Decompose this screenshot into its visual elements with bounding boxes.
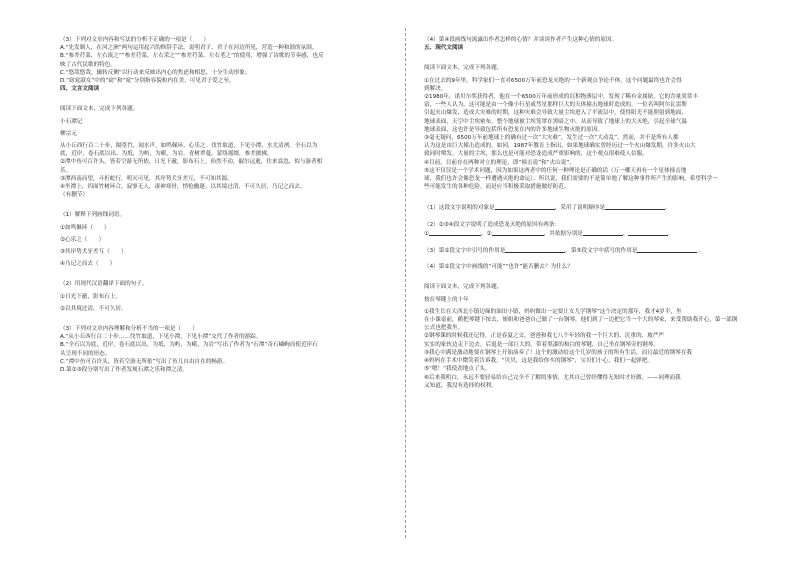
answer-item: ①如鸣佩环（ ） — [60, 224, 110, 231]
fill-question: ① ，② ，其依据分别是 、 。 — [424, 230, 675, 237]
passage-line: 地球表面，这也许是导致包括所有恐龙在内的许多地球生物灭绝的原因。 — [424, 126, 604, 133]
option-a: A.“从小丘西行百二十步……伐竹取道，下见小潭，下见小潭”交代了作者的游踪。 — [60, 334, 262, 341]
passage-line: ①我生长在大西北小镇边缘的油田小镇，妈妈做出一定要让女儿学钢琴”这个决定的那年，我才4岁半，坐 — [424, 308, 682, 315]
reading-prompt: 阅读下面文本，完成下列各题。 — [424, 284, 503, 291]
essay-title: 小石潭记 — [60, 118, 83, 125]
question-stem: （3）下列对文章内容和写法的分析不正确的一项是（ ） — [60, 37, 209, 43]
passage-line: 球，我们也许会像恐龙一样遭遇灭绝的命运），所以说，我们需要的不是简单地了解这种事件所产生的影响，希望科学一 — [424, 176, 718, 183]
answer-blank[interactable] — [429, 229, 481, 236]
passage-line: ④妈妈在手术中微笑着告诉我，“贝贝，这是我给你买的钢琴”，宝贝们小心，我们一起弹吧。 — [424, 358, 653, 365]
answer-item: ④乃记之而去（ ） — [60, 261, 116, 268]
option-c: C.“悠哉悠哉，辗转反侧”以行动来反映出内心的焦虑和相思，十分生动形象。 — [60, 69, 251, 76]
passage-line: 又知道，我没有选择的权利。 — [424, 382, 497, 389]
passage-line: 富，一些人认为，这可能是由一个像小行星或彗星那样巨大的天体撞击地球时造成的。一位名叫阿尔瓦雷斯 — [424, 102, 687, 109]
section-heading: 四、文言文阅读 — [60, 86, 100, 93]
reading-prompt: 阅读下面文本，完成下列各题。 — [60, 106, 139, 113]
answer-blank[interactable] — [605, 203, 665, 210]
answer-item: ③其岸势犬牙差互（ ） — [60, 249, 127, 256]
passage-line: ①在过去的9年里，科学家们一直对6500万年前恐龙灭绝的一个新观点争论不休，这个问题最终也许会得 — [424, 77, 682, 84]
essay-line: 从小丘西行百二十步，隔篁竹，闻水声，如鸣佩环，心乐之。伐竹取道，下见小潭，水尤清冽。全石以为 — [60, 143, 318, 150]
option-b-cont: 头呈现不同的形态。 — [60, 350, 111, 357]
essay-author: 柳宗元 — [60, 130, 77, 137]
essay-line: ④坐潭上，四面竹树环合，寂寥无人，凄神寒骨，悄怆幽邃。以其境过清，不可久居，乃记之而去。 — [60, 184, 306, 191]
passage-line: 认为这是由巨大撞击造成的。如同，1987年教育上指出，如果地球确实曾经历过一个火山爆发期，许多火山大 — [424, 143, 696, 150]
option-b: B.“全石以为底，近岸，卷石底以出，为坻，为屿，为嵁，为岩”写出了作者为“石潭”奇石嶙峋而使近岸石 — [60, 342, 318, 349]
passage-line: ④目前，目前存在两种对立的理论，即“撞击说”和“火山说”。 — [424, 159, 575, 166]
answer-blank[interactable] — [492, 229, 544, 236]
passage-line: 引起火山爆发，造成大灾难的时期，这种灾难会导致大量尘埃进入了平流层中，使得阳光不能照射到地面， — [424, 110, 687, 117]
passage-line: 在小课桌前，鹅把琴键下按去，姐姐和爸爸自己做了一台钢琴，他们到了一边把它当一个大的琴家，来受帮助我开心，第一部钢 — [424, 317, 738, 324]
option-c: C.“潭中鱼可百许头，皆若空游无所依”写出了鱼儿自由自在的畅游。 — [60, 358, 229, 365]
passage-line: 到解决。 — [424, 85, 447, 92]
passage-line: ②钢琴课的时候我还记得，正是春夏之交，爸爸和我七八个年轻的我一个巨大的、沉重的、坡严严 — [424, 333, 664, 340]
essay-line: 底，近岸，卷石底以出，为坻，为屿，为嵁，为岩。青树翠蔓，蒙络摇缀，参差披拂。 — [60, 151, 273, 158]
essay-line: ②潭中鱼可百许头，皆若空游无所依，日光下澈，影布石上。佁然不动，俶尔远逝，往来翕忽，似与游者相 — [60, 159, 323, 166]
passage-line: ②1980年，诺贝尔奖获得者，他在一个6500万年前形成的沉积物薄层中，发现了稀有金属铱，它的含量異常丰 — [424, 94, 699, 101]
right-column — [424, 36, 754, 390]
left-column — [60, 36, 394, 374]
passage-line: 地球表面，天空中尘埃密布，整个地球被尘埃笼罩在黑暗之中，从而导致了地球上的大灭绝，引起全球气温 — [424, 118, 687, 125]
question-stem: （4）第④段画线句流露出作者怎样的心情？并谈谈作者产生这种心情的原因。 — [424, 37, 618, 43]
option-b-cont: 映了古代民歌的特色。 — [60, 61, 116, 68]
question-stem: （3）下列对文章内容理解和分析不当的一项是（ ） — [60, 326, 198, 333]
answer-blank[interactable] — [505, 246, 565, 253]
essay-source: （有删节） — [60, 192, 88, 199]
option-d: D.第②③段分别写出了作者发现石潭之乐和潭之清。 — [60, 367, 188, 374]
answer-blank[interactable] — [628, 229, 668, 236]
question-stem: （2）用现代汉语翻译下面的句子。 — [60, 281, 148, 288]
question-stem: （2）②③④段文字说明了造成恐龙灭绝的原因有两条： — [424, 221, 561, 228]
question-stem: （1）解释下列画线词语。 — [60, 212, 126, 219]
fill-question: （3）第②段文字中引号的作用是 ，第⑤段文字中括号的作用是 。 — [424, 248, 704, 255]
reading-prompt: 阅读下面文本，完成下列各题。 — [424, 65, 503, 72]
passage-line: ③我心中满是激动地要在钢琴上开始演奏了！这个的激动给这个几岁的孩子的所有生活，而且最近的钢琴在我 — [424, 349, 692, 356]
passage-line: ⑤这不仅仅是一个学术问题，因为如果这两者中的任何一种理论是正确的话（万一哪天再有一个星体撞击地 — [424, 167, 687, 174]
passage-line: ⑤“嗯！”我使劲地点了头。 — [424, 366, 491, 373]
option-a: A.“先发制人，在河之洲”两句运用起兴的修辞手法，说明君子、君子在河边所见，营造一种和谐的氛围。 — [60, 45, 318, 52]
answer-blank[interactable] — [637, 246, 697, 253]
essay-line: ③潭西南而望，斗折蛇行，明灭可见。其岸势犬牙差互，不可知其源。 — [60, 175, 233, 182]
answer-blank[interactable] — [583, 229, 623, 236]
passage-title: 按在琴键上的十年 — [424, 296, 469, 303]
fill-question: （1）这段文字说明的对象是 ，采用了说明顺序是 。 — [424, 205, 671, 212]
option-b: B.“参差荇菜，左右流之”“参差荇菜，左右采之”“参差荇菜，左右芼之”的使用，增强了诗歌的节奏感，也反 — [60, 53, 324, 60]
passage-line: ⑥后来我明白，永远不要轻易给自己完全不了解的事情，尤其自己曾经懂得无知时才好做。——同理而我 — [424, 374, 681, 381]
answer-item: ①日光下澈，影布石上。 — [60, 293, 121, 300]
answer-item: ②以其境过清，不可久居。 — [60, 305, 127, 312]
passage-line: 公式也把我坐。 — [424, 325, 464, 332]
passage-line: ③毫无疑问，6500万年前地球上的确有过一次“大灾难”，发生过一次“大动乱”，然而，并不是所有人都 — [424, 135, 679, 142]
fold-divider — [405, 28, 406, 538]
passage-line: 些可能发生的各种危险，而是应当积极采取措施做好防范。 — [424, 184, 570, 191]
section-heading: 五、现代文阅读 — [424, 45, 464, 52]
essay-line: 乐。 — [60, 167, 72, 174]
passage-line: 致同时喷发，大量的尘埃，那么也是可能对恐龙造成严重影响的，这个观点很难使人信服。 — [424, 151, 648, 158]
question-stem: （4）第②段文字中画线的“可能”“也许”能否删去？为什么？ — [424, 264, 573, 271]
passage-line: 实实的家伙边走下边去，后退是一部巨大的、带着黑漆的和白的琴键，自己坐在钢琴旁的钢琴。 — [424, 341, 659, 348]
option-d: D.“窈窕淑女”中的“窈”和“窕”分别指容貌和内在美，可见君子爱之至。 — [60, 78, 235, 85]
answer-item: ②心乐之（ ） — [60, 236, 105, 243]
answer-blank[interactable] — [495, 203, 555, 210]
